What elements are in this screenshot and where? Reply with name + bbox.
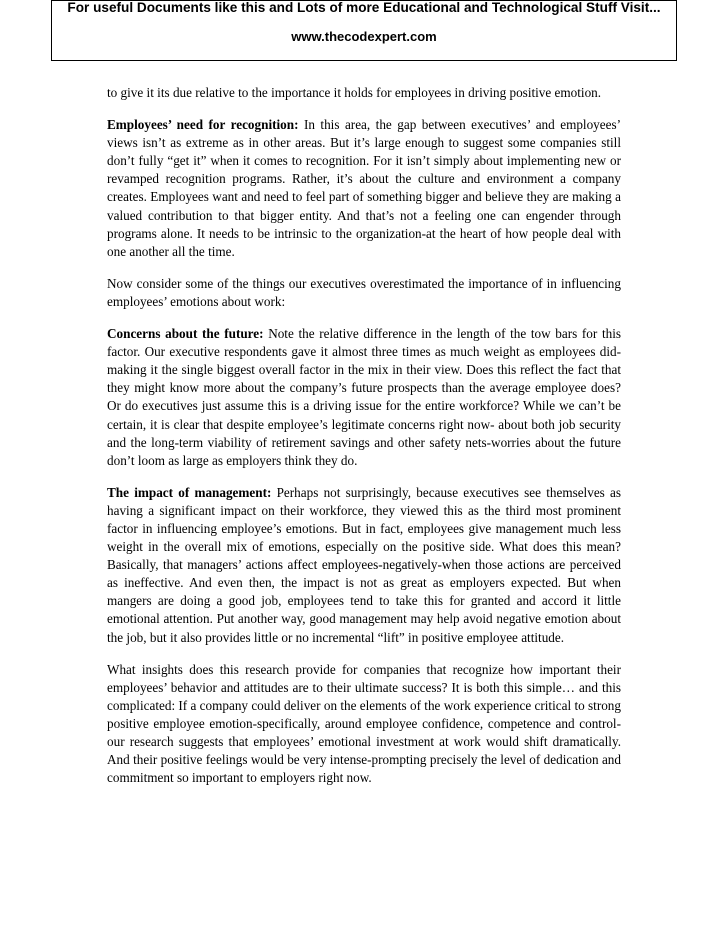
paragraph-text: to give it its due relative to the importance it holds for employees in driving positive emotion. <box>107 85 602 100</box>
paragraph-future-concerns <box>107 325 621 470</box>
paragraph-text: In this area, the gap between executives’ and employees’ views isn’t as extreme as in other areas. But it’s large enough to suggest some companies still don’t fully “get it” when it comes to recognition. For it isn’t simply about implementing new or revamped recognition programs. Rather, it’s about the culture and environment a company creates. Employees want and need to feel part of something bigger and believe they are making a valued contribution to that bigger entity. And that’s not a feeling one can engender through programs alone. It needs to be intrinsic to the organization-at the heart of how people deal with one another all the time. <box>107 117 621 259</box>
paragraph-heading: Employees’ need for recognition: <box>107 117 299 133</box>
paragraph-text: Note the relative difference in the length of the tow bars for this factor. Our executive respondents gave it almost three times as much weight as employees did-making it the single biggest overall factor in the mix in their view. Does this reflect the fact that they might know more about the company’s future prospects than the average employee does? Or do executives just assume this is a driving issue for the entire workforce? While we can’t be certain, it is clear that despite employee’s legitimate concerns right now- about both job security and the long-term viability of retirement savings and other safety nets-worries about the future don’t loom as large as employers think they do. <box>107 326 621 468</box>
paragraph <box>107 84 621 102</box>
paragraph-text: What insights does this research provide for companies that recognize how important their employees’ behavior and attitudes are to their ultimate success? It is both this simple… and this complicated: If a company could deliver on the elements of the work experience critical to strong positive employee emotion-specifically, around employee confidence, competence and control-our research suggests that employees’ emotional investment at work would shift dramatically. And their positive feelings would be very intense-prompting precisely the level of dedication and commitment so important to employers right now. <box>107 661 621 786</box>
paragraph-recognition <box>107 116 621 261</box>
header-banner <box>51 0 677 61</box>
paragraph <box>107 661 621 788</box>
banner-promo-text: For useful Documents like this and Lots of more Educational and Technological Stuff Visit... <box>67 0 661 15</box>
paragraph <box>107 275 621 311</box>
paragraph-text: Now consider some of the things our executives overestimated the importance of in influencing employees’ emotions about work: <box>107 275 621 309</box>
paragraph-management-impact <box>107 484 621 647</box>
document-body <box>107 84 621 801</box>
paragraph-text: Perhaps not surprisingly, because executives see themselves as having a significant impact on their workforce, they viewed this as the third most prominent factor in influencing employee’s emotions. But in fact, employees give management much less weight in the overall mix of emotions, especially on the positive side. What does this mean? Basically, that managers’ actions affect employees-negatively-when those actions are perceived as ineffective. And even then, the impact is not as great as employers expected. But when mangers are doing a good job, employees tend to take this for granted and accord it little emotional attention. Put another way, good management may help avoid negative emotion about the job, but it also provides little or no incremental “lift” in positive employee attitude. <box>107 484 622 645</box>
paragraph-heading: The impact of management: <box>107 484 272 500</box>
paragraph-heading: Concerns about the future: <box>107 326 264 342</box>
banner-website-link[interactable]: www.thecodexpert.com <box>291 29 437 44</box>
